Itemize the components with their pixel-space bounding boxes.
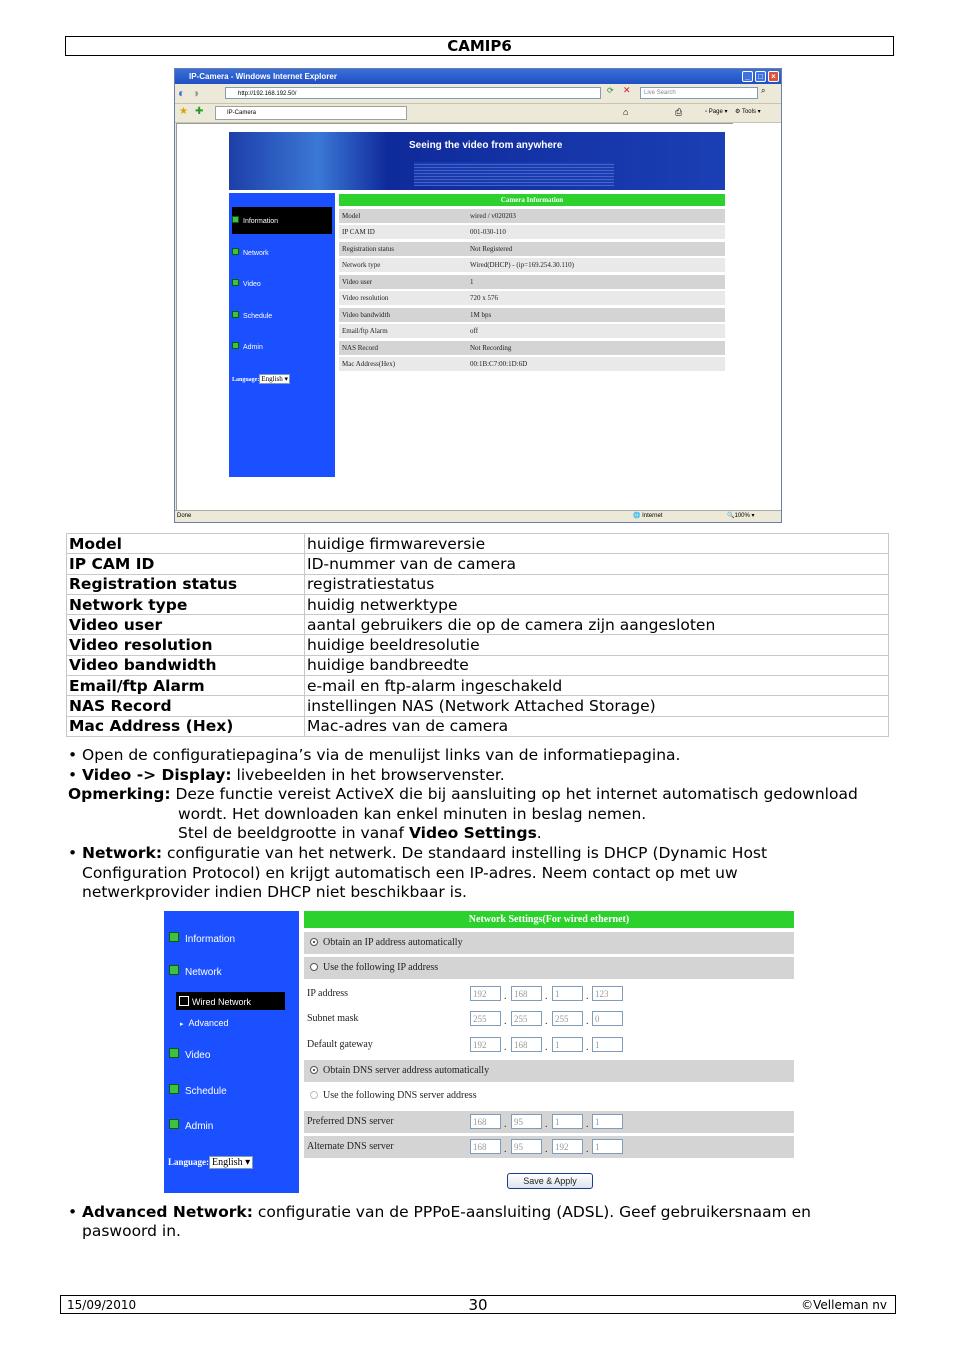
sidebar-item-information[interactable] xyxy=(169,932,235,945)
ip-octet-input[interactable]: 168 xyxy=(511,1037,542,1052)
info-value: off xyxy=(470,327,479,335)
info-row xyxy=(339,308,725,322)
info-title: Camera Information xyxy=(339,194,725,206)
ip-octet-input[interactable]: 192 xyxy=(470,986,501,1001)
ip-octet-input[interactable]: 255 xyxy=(552,1011,583,1026)
ip-octet-input[interactable]: 1 xyxy=(592,1037,623,1052)
info-row xyxy=(339,209,725,223)
info-row xyxy=(339,291,725,305)
tools-menu[interactable]: ⚙ Tools ▾ xyxy=(735,109,761,115)
info-value: 1M bps xyxy=(470,310,492,319)
info-key: Video user xyxy=(342,277,373,286)
note-text: Stel de beeldgrootte in vanaf xyxy=(178,824,409,842)
note-label: Opmerking: xyxy=(68,785,171,803)
arrow-icon xyxy=(169,965,179,975)
sidebar-label: Schedule xyxy=(243,313,273,320)
radio-label: Use the following DNS server address xyxy=(323,1090,477,1102)
sidebar-item-schedule[interactable] xyxy=(232,311,272,320)
address-bar-row xyxy=(175,84,781,104)
ip-octet-input[interactable]: 123 xyxy=(592,986,623,1001)
note-text-end: . xyxy=(536,824,542,842)
bold-term: Advanced Network: xyxy=(82,1203,253,1221)
language-value: English xyxy=(261,375,283,383)
bold-term: Network: xyxy=(82,844,163,862)
bullet-text: configuratie van de PPPoE-aansluiting (ADSL). Geef gebruikersnaam en xyxy=(252,1203,811,1221)
page-menu-label: Page xyxy=(708,109,723,115)
radio-icon[interactable] xyxy=(310,1091,318,1099)
radio-label: Obtain DNS server address automatically xyxy=(323,1064,490,1076)
ip-octet-input[interactable]: 168 xyxy=(511,986,542,1001)
ip-octet-input[interactable]: 192 xyxy=(470,1037,501,1052)
ip-octet-input[interactable]: 1 xyxy=(592,1139,623,1154)
info-value: 1 xyxy=(470,277,474,286)
note-line-3 xyxy=(178,824,542,844)
language-selector xyxy=(168,1156,253,1169)
table-key: Model xyxy=(67,534,305,554)
info-value: 720 x 576 xyxy=(470,294,498,302)
table-key: Network type xyxy=(67,594,305,614)
bullet-text: configuratie van het netwerk. De standaard instelling is DHCP (Dynamic Host xyxy=(162,844,768,862)
save-apply-button[interactable]: Save & Apply xyxy=(507,1173,593,1189)
sidebar-label: Information xyxy=(185,934,236,945)
browser-screenshot xyxy=(174,68,782,523)
search-icon[interactable]: ⌕ xyxy=(761,86,766,95)
table-row xyxy=(67,534,889,554)
info-value: Not Registered xyxy=(470,244,513,253)
info-key: NAS Record xyxy=(342,343,378,352)
network-settings-panel xyxy=(304,911,794,1186)
sidebar-item-advanced[interactable] xyxy=(180,1018,229,1028)
octet-separator: . xyxy=(586,1041,589,1053)
search-input[interactable]: Live Search xyxy=(640,87,758,99)
octet-separator: . xyxy=(504,1041,507,1053)
table-key: Mac Address (Hex) xyxy=(67,716,305,736)
refresh-icon[interactable]: ⟳ xyxy=(607,86,614,95)
footer-date: 15/09/2010 xyxy=(67,1298,137,1312)
info-value: 00:1B:C7:00:1D:6D xyxy=(470,360,528,368)
ip-octet-input[interactable]: 95 xyxy=(511,1139,542,1154)
status-bar xyxy=(175,510,781,522)
close-icon[interactable]: × xyxy=(768,71,779,82)
ip-octet-input[interactable]: 95 xyxy=(511,1114,542,1129)
info-value: 001-030-110 xyxy=(470,228,506,236)
sidebar-item-video[interactable] xyxy=(169,1048,210,1061)
table-row xyxy=(67,655,889,675)
info-row xyxy=(339,357,725,371)
sidebar-label: Admin xyxy=(185,1121,214,1132)
banner-fine-print xyxy=(414,162,614,186)
sidebar-item-network[interactable] xyxy=(169,965,222,978)
sidebar-item-admin[interactable] xyxy=(232,342,263,351)
octet-separator: . xyxy=(504,1016,507,1028)
table-key: Video bandwidth xyxy=(67,655,305,675)
table-row xyxy=(67,676,889,696)
field-label: IP address xyxy=(307,987,349,999)
info-key: Registration status xyxy=(342,244,394,253)
info-key: Network type xyxy=(342,261,381,269)
table-value: Mac-adres van de camera xyxy=(305,716,889,736)
sidebar-item-video[interactable] xyxy=(232,279,261,288)
table-value: e-mail en ftp-alarm ingeschakeld xyxy=(305,676,889,696)
radio-icon[interactable] xyxy=(310,938,318,946)
info-value: Wired(DHCP) - (ip=169.254.30.110) xyxy=(470,261,574,269)
bullet-video-display xyxy=(82,766,505,786)
info-value: wired / v020203 xyxy=(470,211,516,220)
table-row xyxy=(67,635,889,655)
maximize-icon[interactable]: □ xyxy=(755,71,766,82)
ip-octet-input[interactable]: 0 xyxy=(592,1011,623,1026)
bullet-advanced-network xyxy=(82,1203,811,1223)
favorites-star-icon[interactable]: ★ xyxy=(179,106,188,117)
bullet-advanced-line-2: paswoord in. xyxy=(82,1222,181,1240)
octet-separator: . xyxy=(545,1144,548,1156)
network-settings-screenshot xyxy=(164,911,794,1193)
info-row xyxy=(339,242,725,256)
table-row xyxy=(67,716,889,736)
table-value: huidige firmwareversie xyxy=(305,534,889,554)
octet-separator: . xyxy=(504,1118,507,1130)
arrow-icon xyxy=(169,1048,179,1058)
octet-separator: . xyxy=(545,1041,548,1053)
octet-separator: . xyxy=(504,990,507,1002)
octet-separator: . xyxy=(545,990,548,1002)
tools-menu-label: Tools xyxy=(741,109,756,115)
ip-octet-input[interactable]: 1 xyxy=(552,986,583,1001)
viewport-right-area xyxy=(733,123,781,511)
table-row xyxy=(67,696,889,716)
window-titlebar xyxy=(175,69,781,84)
note-line-1 xyxy=(68,785,858,805)
minimize-icon[interactable]: _ xyxy=(742,71,753,82)
obtain-dns-row[interactable] xyxy=(304,1060,794,1082)
sidebar-label: Video xyxy=(185,1050,211,1061)
camera-info-panel xyxy=(339,194,725,371)
footer-copyright: ©Velleman nv xyxy=(801,1298,887,1312)
radio-label: Obtain an IP address automatically xyxy=(323,936,463,948)
network-sidebar xyxy=(164,911,299,1193)
language-select[interactable]: English ▾ xyxy=(261,375,288,383)
stop-icon[interactable]: ✕ xyxy=(623,85,631,95)
table-key: Video resolution xyxy=(67,635,305,655)
sidebar-item-network[interactable] xyxy=(232,248,269,257)
status-zone: 🌐 Internet xyxy=(633,513,663,519)
sidebar-label: Information xyxy=(243,218,279,225)
table-value: huidige bandbreedte xyxy=(305,655,889,675)
table-row xyxy=(67,574,889,594)
ip-octet-input[interactable]: 192 xyxy=(552,1139,583,1154)
field-label: Alternate DNS server xyxy=(307,1141,394,1153)
table-row xyxy=(67,554,889,574)
radio-label: Use the following IP address xyxy=(323,962,439,974)
info-key: Video bandwidth xyxy=(342,310,390,319)
obtain-ip-row[interactable] xyxy=(304,932,794,954)
page-menu[interactable]: ▫ Page ▾ xyxy=(705,109,728,115)
octet-separator: . xyxy=(586,1144,589,1156)
arrow-icon xyxy=(179,996,189,1006)
zoom-control[interactable]: 🔍100% ▾ xyxy=(727,513,755,519)
camera-banner xyxy=(229,132,725,190)
tab-title: IP-Camera xyxy=(227,110,257,116)
ip-octet-input[interactable]: 1 xyxy=(592,1114,623,1129)
arrow-icon xyxy=(169,1084,179,1094)
octet-separator: . xyxy=(586,1118,589,1130)
address-input[interactable]: http://192.168.192.50/ xyxy=(225,87,601,99)
info-key: Email/ftp Alarm xyxy=(342,327,388,335)
field-description-table xyxy=(66,533,889,737)
favorites-row xyxy=(175,104,781,123)
zone-label: Internet xyxy=(642,513,663,519)
bullet-text: livebeelden in het browservenster. xyxy=(231,766,505,784)
field-label: Default gateway xyxy=(307,1038,373,1050)
status-text: Done xyxy=(177,513,192,519)
bullet-network xyxy=(82,844,767,864)
preferred-dns-row xyxy=(304,1111,794,1133)
bullet-network-line-2: Configuration Protocol) en krijgt automatisch een IP-adres. Neem contact op met uw xyxy=(82,864,738,882)
table-value: registratiestatus xyxy=(305,574,889,594)
language-value: English xyxy=(212,1157,243,1168)
sidebar-item-admin[interactable] xyxy=(169,1119,213,1132)
arrow-icon xyxy=(169,1119,179,1129)
sidebar-label: Network xyxy=(185,967,222,978)
arrow-icon xyxy=(169,932,179,942)
arrow-icon xyxy=(232,279,239,286)
sidebar-item-wired-network[interactable] xyxy=(176,992,285,1010)
info-row xyxy=(339,258,725,272)
bullet-open-config: • Open de configuratiepagina’s via de menulijst links van de informatiepagina. xyxy=(82,746,680,766)
arrow-icon xyxy=(232,342,239,349)
sidebar-label: Schedule xyxy=(185,1086,227,1097)
sidebar-label: Network xyxy=(243,250,269,257)
sidebar-label: Wired Network xyxy=(192,997,252,1007)
table-key: IP CAM ID xyxy=(67,554,305,574)
table-key: Registration status xyxy=(67,574,305,594)
info-row xyxy=(339,324,725,338)
alternate-dns-row xyxy=(304,1136,794,1158)
info-row xyxy=(339,341,725,355)
radio-icon[interactable] xyxy=(310,1066,318,1074)
sidebar-label: Admin xyxy=(243,344,263,351)
zoom-level: 100% xyxy=(734,513,750,519)
camera-sidebar xyxy=(229,193,335,477)
octet-separator: . xyxy=(545,1118,548,1130)
info-key: Mac Address(Hex) xyxy=(342,360,396,368)
back-icon[interactable]: ◐ xyxy=(178,86,186,100)
document-title: CAMIP6 xyxy=(447,37,512,55)
sidebar-label: Video xyxy=(243,281,261,288)
bold-term: Video -> Display: xyxy=(82,766,232,784)
table-value: ID-nummer van de camera xyxy=(305,554,889,574)
octet-separator: . xyxy=(586,1016,589,1028)
use-dns-row[interactable] xyxy=(304,1085,794,1107)
add-favorite-icon[interactable]: ✚ xyxy=(195,106,204,117)
info-key: Video resolution xyxy=(342,294,389,302)
document-footer xyxy=(60,1295,896,1314)
note-text: Deze functie vereist ActiveX die bij aansluiting op het internet automatisch gedownload xyxy=(170,785,858,803)
browser-tab[interactable] xyxy=(215,106,407,120)
ip-octet-input[interactable]: 1 xyxy=(552,1114,583,1129)
sidebar-item-schedule[interactable] xyxy=(169,1084,227,1097)
table-key: Email/ftp Alarm xyxy=(67,676,305,696)
note-line-2: wordt. Het downloaden kan enkel minuten in beslag nemen. xyxy=(178,805,647,823)
info-key: IP CAM ID xyxy=(342,228,375,236)
use-ip-row[interactable] xyxy=(304,957,794,979)
arrow-icon xyxy=(232,248,239,255)
print-icon[interactable]: ⎙ xyxy=(675,107,683,117)
ip-octet-input[interactable]: 255 xyxy=(470,1011,501,1026)
bullet-network-line-3: netwerkprovider indien DHCP niet beschikbaar is. xyxy=(82,883,467,901)
field-label: Preferred DNS server xyxy=(307,1115,394,1127)
language-selector xyxy=(232,374,290,384)
arrow-icon xyxy=(232,311,239,318)
table-key: NAS Record xyxy=(67,696,305,716)
default-gateway-row xyxy=(304,1034,794,1056)
info-row xyxy=(339,225,725,239)
ip-octet-input[interactable]: 1 xyxy=(552,1037,583,1052)
table-key: Video user xyxy=(67,615,305,635)
language-select[interactable]: English ▾ xyxy=(209,1156,253,1169)
banner-title: Seeing the video from anywhere xyxy=(409,140,563,151)
bold-term: Video Settings xyxy=(408,824,537,842)
network-settings-title: Network Settings(For wired ethernet) xyxy=(304,911,794,928)
forward-icon[interactable]: ◑ xyxy=(192,86,200,100)
caret-right-icon: ▸ xyxy=(180,1021,184,1028)
language-label: Language: xyxy=(232,377,260,383)
table-value: huidige beeldresolutie xyxy=(305,635,889,655)
ip-octet-input[interactable]: 168 xyxy=(470,1114,501,1129)
info-key: Model xyxy=(342,211,361,220)
ip-octet-input[interactable]: 255 xyxy=(511,1011,542,1026)
sidebar-label: Advanced xyxy=(188,1018,229,1028)
radio-icon[interactable] xyxy=(310,963,318,971)
ip-octet-input[interactable]: 168 xyxy=(470,1139,501,1154)
table-row xyxy=(67,594,889,614)
octet-separator: . xyxy=(545,1016,548,1028)
octet-separator: . xyxy=(586,990,589,1002)
field-label: Subnet mask xyxy=(307,1013,359,1025)
octet-separator: . xyxy=(504,1144,507,1156)
window-title: IP-Camera - Windows Internet Explorer xyxy=(189,72,337,81)
table-value: instellingen NAS (Network Attached Storage) xyxy=(305,696,889,716)
language-label: Language: xyxy=(168,1157,210,1167)
info-row xyxy=(339,275,725,289)
table-value: huidig netwerktype xyxy=(305,594,889,614)
page-number: 30 xyxy=(468,1296,488,1314)
document-header xyxy=(65,36,894,56)
subnet-mask-row xyxy=(304,1008,794,1030)
table-value: aantal gebruikers die op de camera zijn aangesloten xyxy=(305,615,889,635)
info-value: Not Recording xyxy=(470,343,512,352)
home-icon[interactable]: ⌂ xyxy=(623,107,629,117)
ip-address-row xyxy=(304,983,794,1005)
arrow-icon xyxy=(232,216,239,223)
sidebar-item-information[interactable] xyxy=(232,207,332,234)
table-row xyxy=(67,615,889,635)
